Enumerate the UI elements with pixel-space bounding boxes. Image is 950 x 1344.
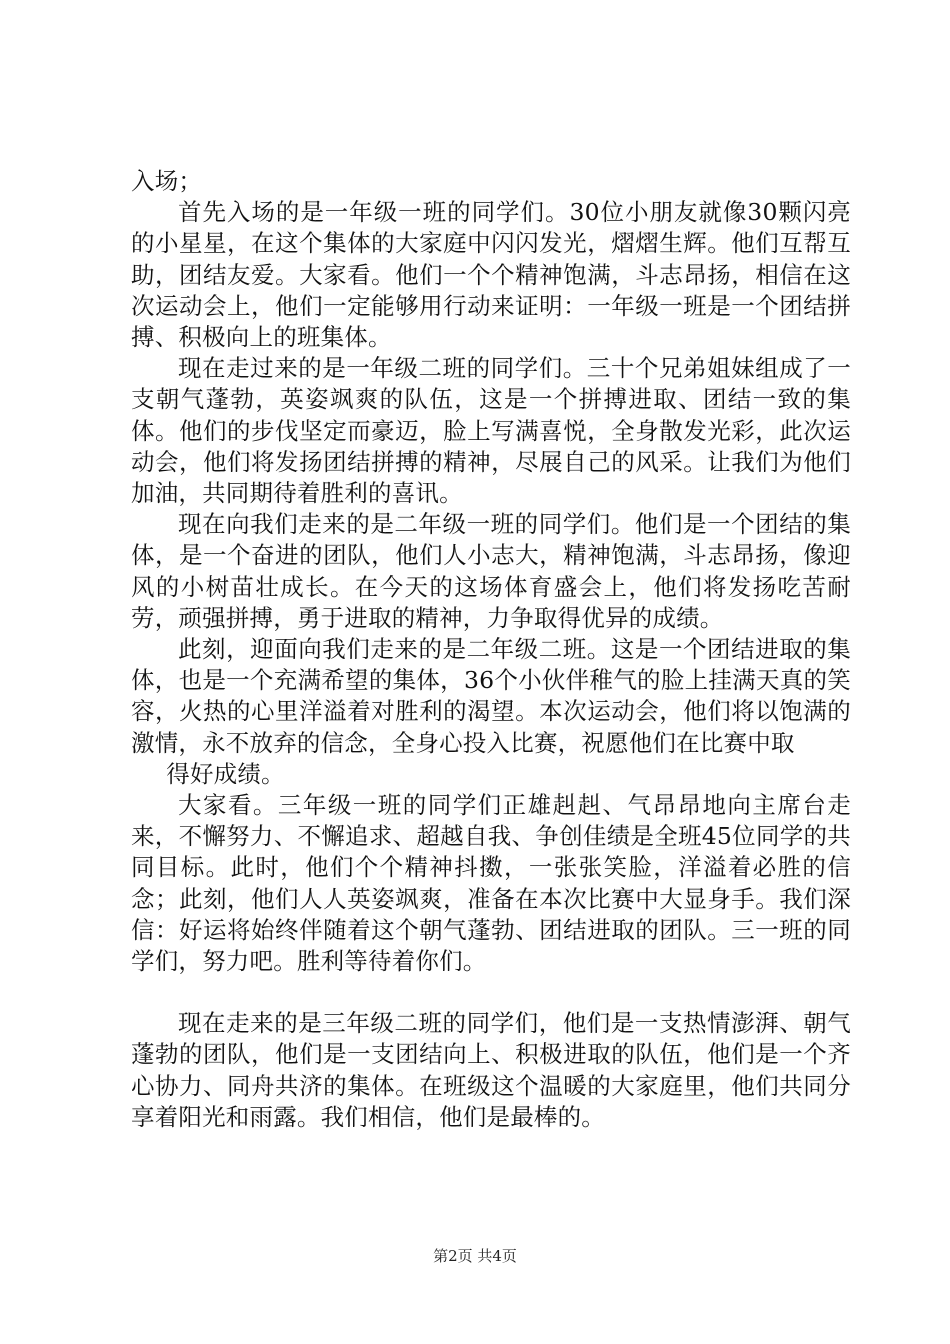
paragraph: 此刻，迎面向我们走来的是二年级二班。这是一个团结进取的集体，也是一个充满希望的集体，36个小伙伴稚气的脸上挂满天真的笑容，火热的心里洋溢着对胜利的渴望。本次运动会，他们将以饱满的激情，永不放弃的信念，全身心投入比赛，祝愿他们在比赛中取 xyxy=(131,635,851,757)
paragraph: 大家看。三年级一班的同学们正雄赳赳、气昂昂地向主席台走来，不懈努力、不懈追求、超越自我、争创佳绩是全班45位同学的共同目标。此时，他们个个精神抖擞，一张张笑脸，洋溢着必胜的信念；此刻，他们人人英姿飒爽，准备在本次比赛中大显身手。我们深信：好运将始终伴随着这个朝气蓬勃、团结进取的团队。三一班的同学们，努力吧。胜利等待着你们。 xyxy=(131,791,851,976)
paragraph: 首先入场的是一年级一班的同学们。30位小朋友就像30颗闪亮的小星星，在这个集体的大家庭中闪闪发光，熠熠生辉。他们互帮互助，团结友爱。大家看。他们一个个精神饱满，斗志昂扬，相信在这次运动会上，他们一定能够用行动来证明：一年级一班是一个团结拼搏、积极向上的班集体。 xyxy=(131,198,851,352)
paragraph: 现在走来的是三年级二班的同学们，他们是一支热情澎湃、朝气蓬勃的团队，他们是一支团结向上、积极进取的队伍，他们是一个齐心协力、同舟共济的集体。在班级这个温暖的大家庭里，他们共同分享着阳光和雨露。我们相信，他们是最棒的。 xyxy=(131,1009,851,1131)
document-body xyxy=(131,166,851,1133)
page-footer: 第2页 共4页 xyxy=(433,1247,517,1265)
paragraph: 现在走过来的是一年级二班的同学们。三十个兄弟姐妹组成了一支朝气蓬勃，英姿飒爽的队伍，这是一个拼搏进取、团结一致的集体。他们的步伐坚定而豪迈，脸上写满喜悦，全身散发光彩，此次运动会，他们将发扬团结拼搏的精神，尽展自己的风采。让我们为他们加油，共同期待着胜利的喜讯。 xyxy=(131,354,851,508)
paragraph: 得好成绩。 xyxy=(166,759,285,788)
paragraph-spacer xyxy=(131,977,851,1008)
paragraph: 现在向我们走来的是二年级一班的同学们。他们是一个团结的集体，是一个奋进的团队，他们人小志大，精神饱满，斗志昂扬，像迎风的小树苗壮成长。在今天的这场体育盛会上，他们将发扬吃苦耐劳，顽强拼搏，勇于进取的精神，力争取得优异的成绩。 xyxy=(131,510,851,632)
paragraph: 入场； xyxy=(131,167,203,195)
